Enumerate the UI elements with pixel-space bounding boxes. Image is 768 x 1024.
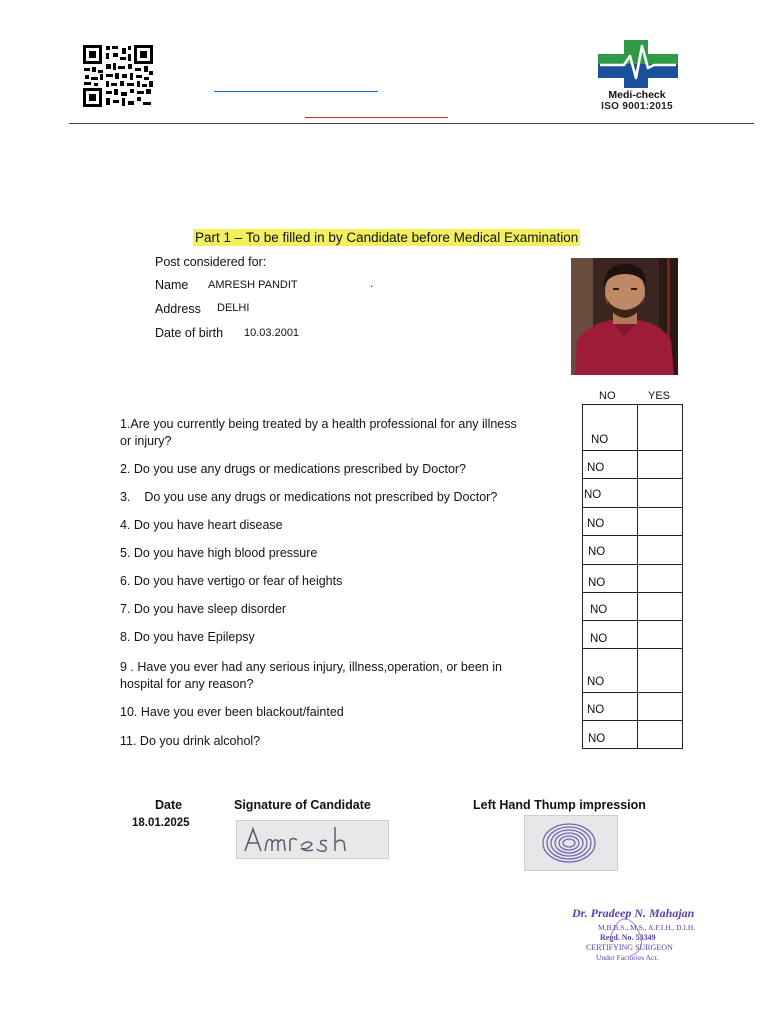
question-5: 5. Do you have high blood pressure xyxy=(120,546,318,560)
column-header-yes: YES xyxy=(648,390,671,402)
address-value: DELHI xyxy=(217,302,250,314)
address-label: Address xyxy=(155,302,201,316)
name-trailing-dot: . xyxy=(370,276,374,290)
answer-9[interactable]: NO xyxy=(587,676,605,688)
answer-3[interactable]: NO xyxy=(584,489,602,501)
part-heading: Part 1 – To be filled in by Candidate before Medical Examination xyxy=(195,230,579,245)
answer-7[interactable]: NO xyxy=(590,604,608,616)
question-10: 10. Have you ever been blackout/fainted xyxy=(120,705,344,719)
candidate-photo xyxy=(571,258,678,375)
question-4: 4. Do you have heart disease xyxy=(120,518,283,532)
stamp-registration: Regd. No. 53349 xyxy=(600,933,656,942)
stamp-qualification: M.B.B.S., M.S., A.F.I.H., D.I.H. xyxy=(598,923,696,932)
answer-11[interactable]: NO xyxy=(588,733,606,745)
signature-label: Signature of Candidate xyxy=(234,798,371,812)
answer-5[interactable]: NO xyxy=(588,546,606,558)
name-label: Name xyxy=(155,278,189,292)
answer-2[interactable]: NO xyxy=(587,462,605,474)
date-label: Date xyxy=(155,798,183,812)
question-7: 7. Do you have sleep disorder xyxy=(120,602,287,616)
question-3: 3. Do you use any drugs or medications not prescribed by Doctor? xyxy=(120,490,498,504)
candidate-signature xyxy=(236,820,389,859)
answer-4[interactable]: NO xyxy=(587,518,605,530)
answer-1[interactable]: NO xyxy=(591,434,609,446)
qr-code-icon xyxy=(82,44,154,108)
question-9-line-1: 9 . Have you ever had any serious injury, illness,operation, or been in xyxy=(120,660,502,674)
dob-label: Date of birth xyxy=(155,326,224,340)
stamp-role: CERTIFYING SURGEON xyxy=(586,943,673,952)
name-value: AMRESH PANDIT xyxy=(208,279,298,291)
red-link-underline[interactable] xyxy=(305,117,448,118)
stamp-act: Under Factories Act. xyxy=(596,953,659,962)
question-2: 2. Do you use any drugs or medications prescribed by Doctor? xyxy=(120,462,467,476)
answer-6[interactable]: NO xyxy=(588,577,606,589)
question-6: 6. Do you have vertigo or fear of heights xyxy=(120,574,343,588)
question-11: 11. Do you drink alcohol? xyxy=(120,734,261,748)
question-8: 8. Do you have Epilepsy xyxy=(120,630,255,644)
answer-8[interactable]: NO xyxy=(590,633,608,645)
blue-link-underline[interactable] xyxy=(214,91,378,92)
header-divider xyxy=(69,123,754,124)
thumb-impression xyxy=(524,815,618,871)
post-considered-label: Post considered for: xyxy=(155,255,267,269)
dob-value: 10.03.2001 xyxy=(244,327,300,339)
date-value: 18.01.2025 xyxy=(132,817,190,829)
logo-certification: ISO 9001:2015 xyxy=(601,101,673,112)
question-9-line-2: hospital for any reason? xyxy=(120,677,254,691)
question-1-line-2: or injury? xyxy=(120,434,172,448)
thumb-impression-label: Left Hand Thump impression xyxy=(473,798,646,812)
certifying-surgeon-stamp xyxy=(560,900,730,970)
logo-name: Medi-check xyxy=(608,89,666,101)
column-header-no: NO xyxy=(599,390,616,402)
question-1-line-1: 1.Are you currently being treated by a health professional for any illness xyxy=(120,417,517,431)
stamp-doctor-name: Dr. Pradeep N. Mahajan xyxy=(572,906,695,920)
answer-10[interactable]: NO xyxy=(587,704,605,716)
